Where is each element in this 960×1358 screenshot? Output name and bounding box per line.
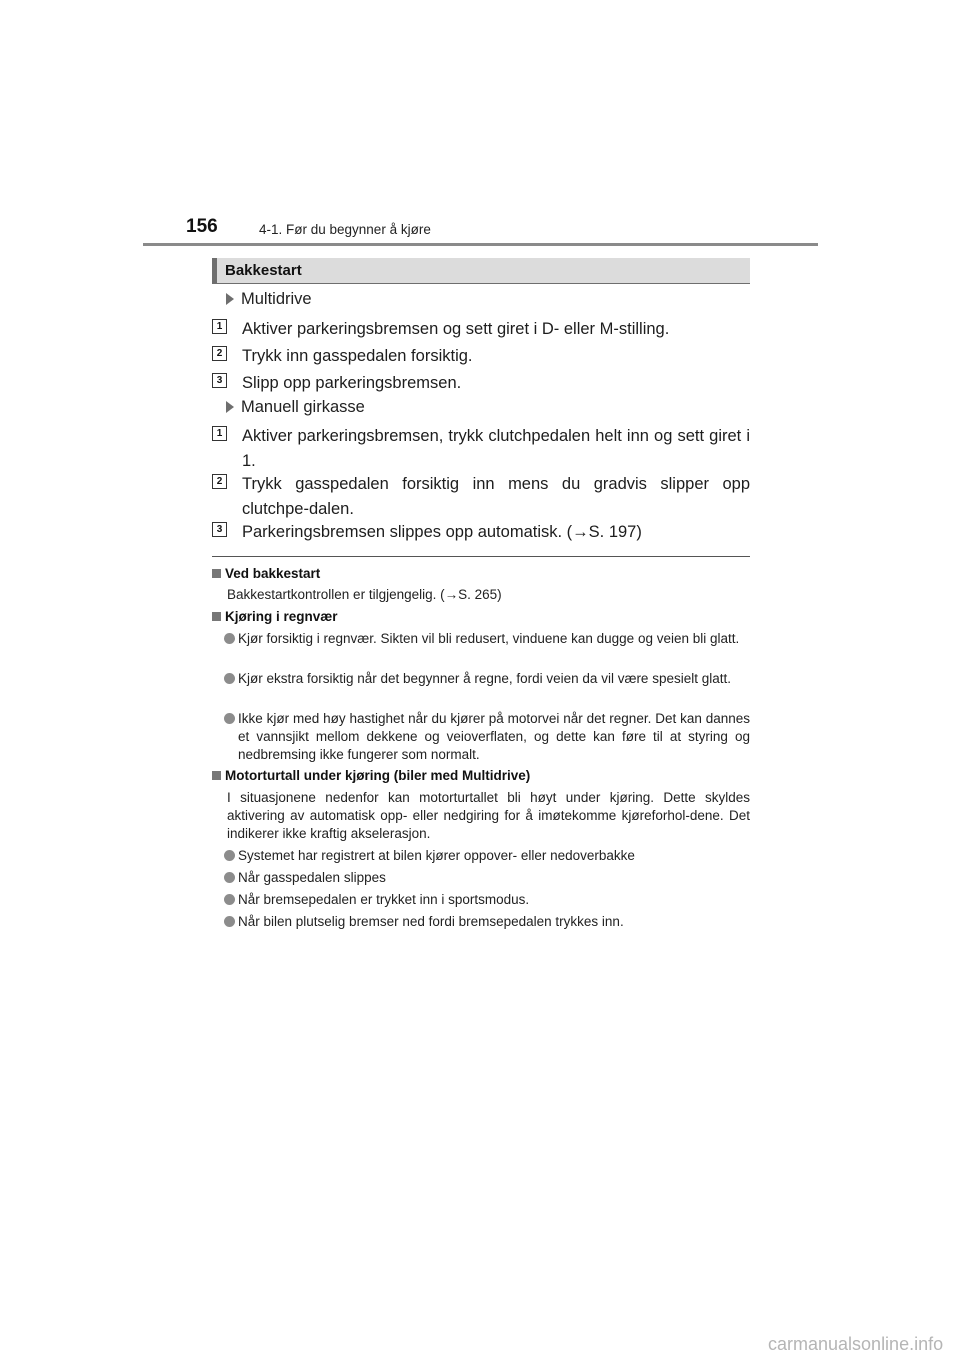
- subheading-label: Multidrive: [241, 290, 312, 308]
- step-number-badge: 2: [212, 346, 227, 361]
- bullet-item: [224, 869, 750, 887]
- bullet-item: [224, 913, 750, 931]
- step-multidrive-3: [212, 371, 750, 396]
- circle-bullet-icon: [224, 872, 235, 883]
- step-text: Aktiver parkeringsbremsen og sett giret i D- eller M-stilling.: [242, 320, 670, 338]
- step-manual-3: [212, 520, 750, 545]
- step-manual-2: [212, 472, 750, 522]
- bullet-item: [224, 847, 750, 865]
- section-title: Bakkestart: [225, 262, 302, 279]
- bullet-text: Ikke kjør med høy hastighet når du kjører på motorvei når det regner. Det kan dannes et vannsjikt mellom dekkene og veioverflaten, og dette kan føre til at styring og nedbremsing ikke fungerer som normalt.: [238, 711, 750, 762]
- square-bullet-icon: [212, 569, 221, 578]
- step-multidrive-2: [212, 344, 750, 369]
- page-number: 156: [186, 216, 218, 237]
- circle-bullet-icon: [224, 673, 235, 684]
- step-text: Aktiver parkeringsbremsen, trykk clutchpedalen helt inn og sett giret i 1.: [242, 427, 750, 470]
- header-rule: [143, 243, 818, 246]
- subheading-manual: [226, 398, 365, 417]
- bullet-text: Kjør ekstra forsiktig når det begynner å regne, fordi veien da vil være spesielt glatt.: [238, 671, 731, 686]
- note-text: Bakkestartkontrollen er tilgjengelig. (→S. 265): [227, 587, 502, 602]
- bullet-text: Kjør forsiktig i regnvær. Sikten vil bli redusert, vinduene kan dugge og veien bli glatt.: [238, 631, 740, 646]
- note-heading-label: Kjøring i regnvær: [225, 609, 338, 624]
- bullet-text: Når bremsepedalen er trykket inn i sportsmodus.: [238, 892, 530, 907]
- note-heading-regnvaer: [212, 609, 338, 624]
- square-bullet-icon: [212, 771, 221, 780]
- step-number-badge: 3: [212, 522, 227, 537]
- section-header-bar: [212, 258, 217, 283]
- note-heading-label: Ved bakkestart: [225, 566, 321, 581]
- note-heading-motorturtall: [212, 768, 530, 783]
- bullet-text: Når gasspedalen slippes: [238, 870, 386, 885]
- step-text: Slipp opp parkeringsbremsen.: [242, 374, 462, 392]
- running-header: 4-1. Før du begynner å kjøre: [259, 222, 431, 237]
- notes-rule: [212, 556, 750, 557]
- step-text: Parkeringsbremsen slippes opp automatisk. (→S. 197): [242, 523, 642, 541]
- circle-bullet-icon: [224, 850, 235, 861]
- watermark: carmanualsonline.info: [768, 1334, 944, 1354]
- arrow-right-icon: [226, 293, 234, 305]
- step-text: Trykk inn gasspedalen forsiktig.: [242, 347, 473, 365]
- note-heading-bakkestart: [212, 566, 320, 581]
- bullet-item: [224, 670, 750, 688]
- subheading-multidrive: [226, 290, 312, 309]
- bullet-item: [224, 710, 750, 764]
- circle-bullet-icon: [224, 633, 235, 644]
- bullet-item: [224, 891, 750, 909]
- bullet-item: [224, 630, 750, 648]
- step-number-badge: 1: [212, 426, 227, 441]
- circle-bullet-icon: [224, 894, 235, 905]
- step-manual-1: [212, 424, 750, 474]
- circle-bullet-icon: [224, 713, 235, 724]
- bullet-text: Systemet har registrert at bilen kjører oppover- eller nedoverbakke: [238, 848, 635, 863]
- subheading-label: Manuell girkasse: [241, 398, 365, 416]
- section-header: [212, 258, 750, 284]
- bullet-text: Når bilen plutselig bremser ned fordi bremsepedalen trykkes inn.: [238, 914, 624, 929]
- step-text: Trykk gasspedalen forsiktig inn mens du gradvis slipper opp clutchpe-dalen.: [242, 475, 750, 518]
- step-number-badge: 3: [212, 373, 227, 388]
- step-number-badge: 2: [212, 474, 227, 489]
- step-number-badge: 1: [212, 319, 227, 334]
- circle-bullet-icon: [224, 916, 235, 927]
- step-multidrive-1: [212, 317, 750, 342]
- note-heading-label: Motorturtall under kjøring (biler med Multidrive): [225, 768, 531, 783]
- note-text: I situasjonene nedenfor kan motorturtallet bli høyt under kjøring. Dette skyldes aktivering av automatisk opp- eller nedgiring for å imøtekomme kjøreforhol-dene. Det indikerer ikke kraftig akselerasjon.: [227, 790, 750, 841]
- square-bullet-icon: [212, 612, 221, 621]
- arrow-right-icon: [226, 401, 234, 413]
